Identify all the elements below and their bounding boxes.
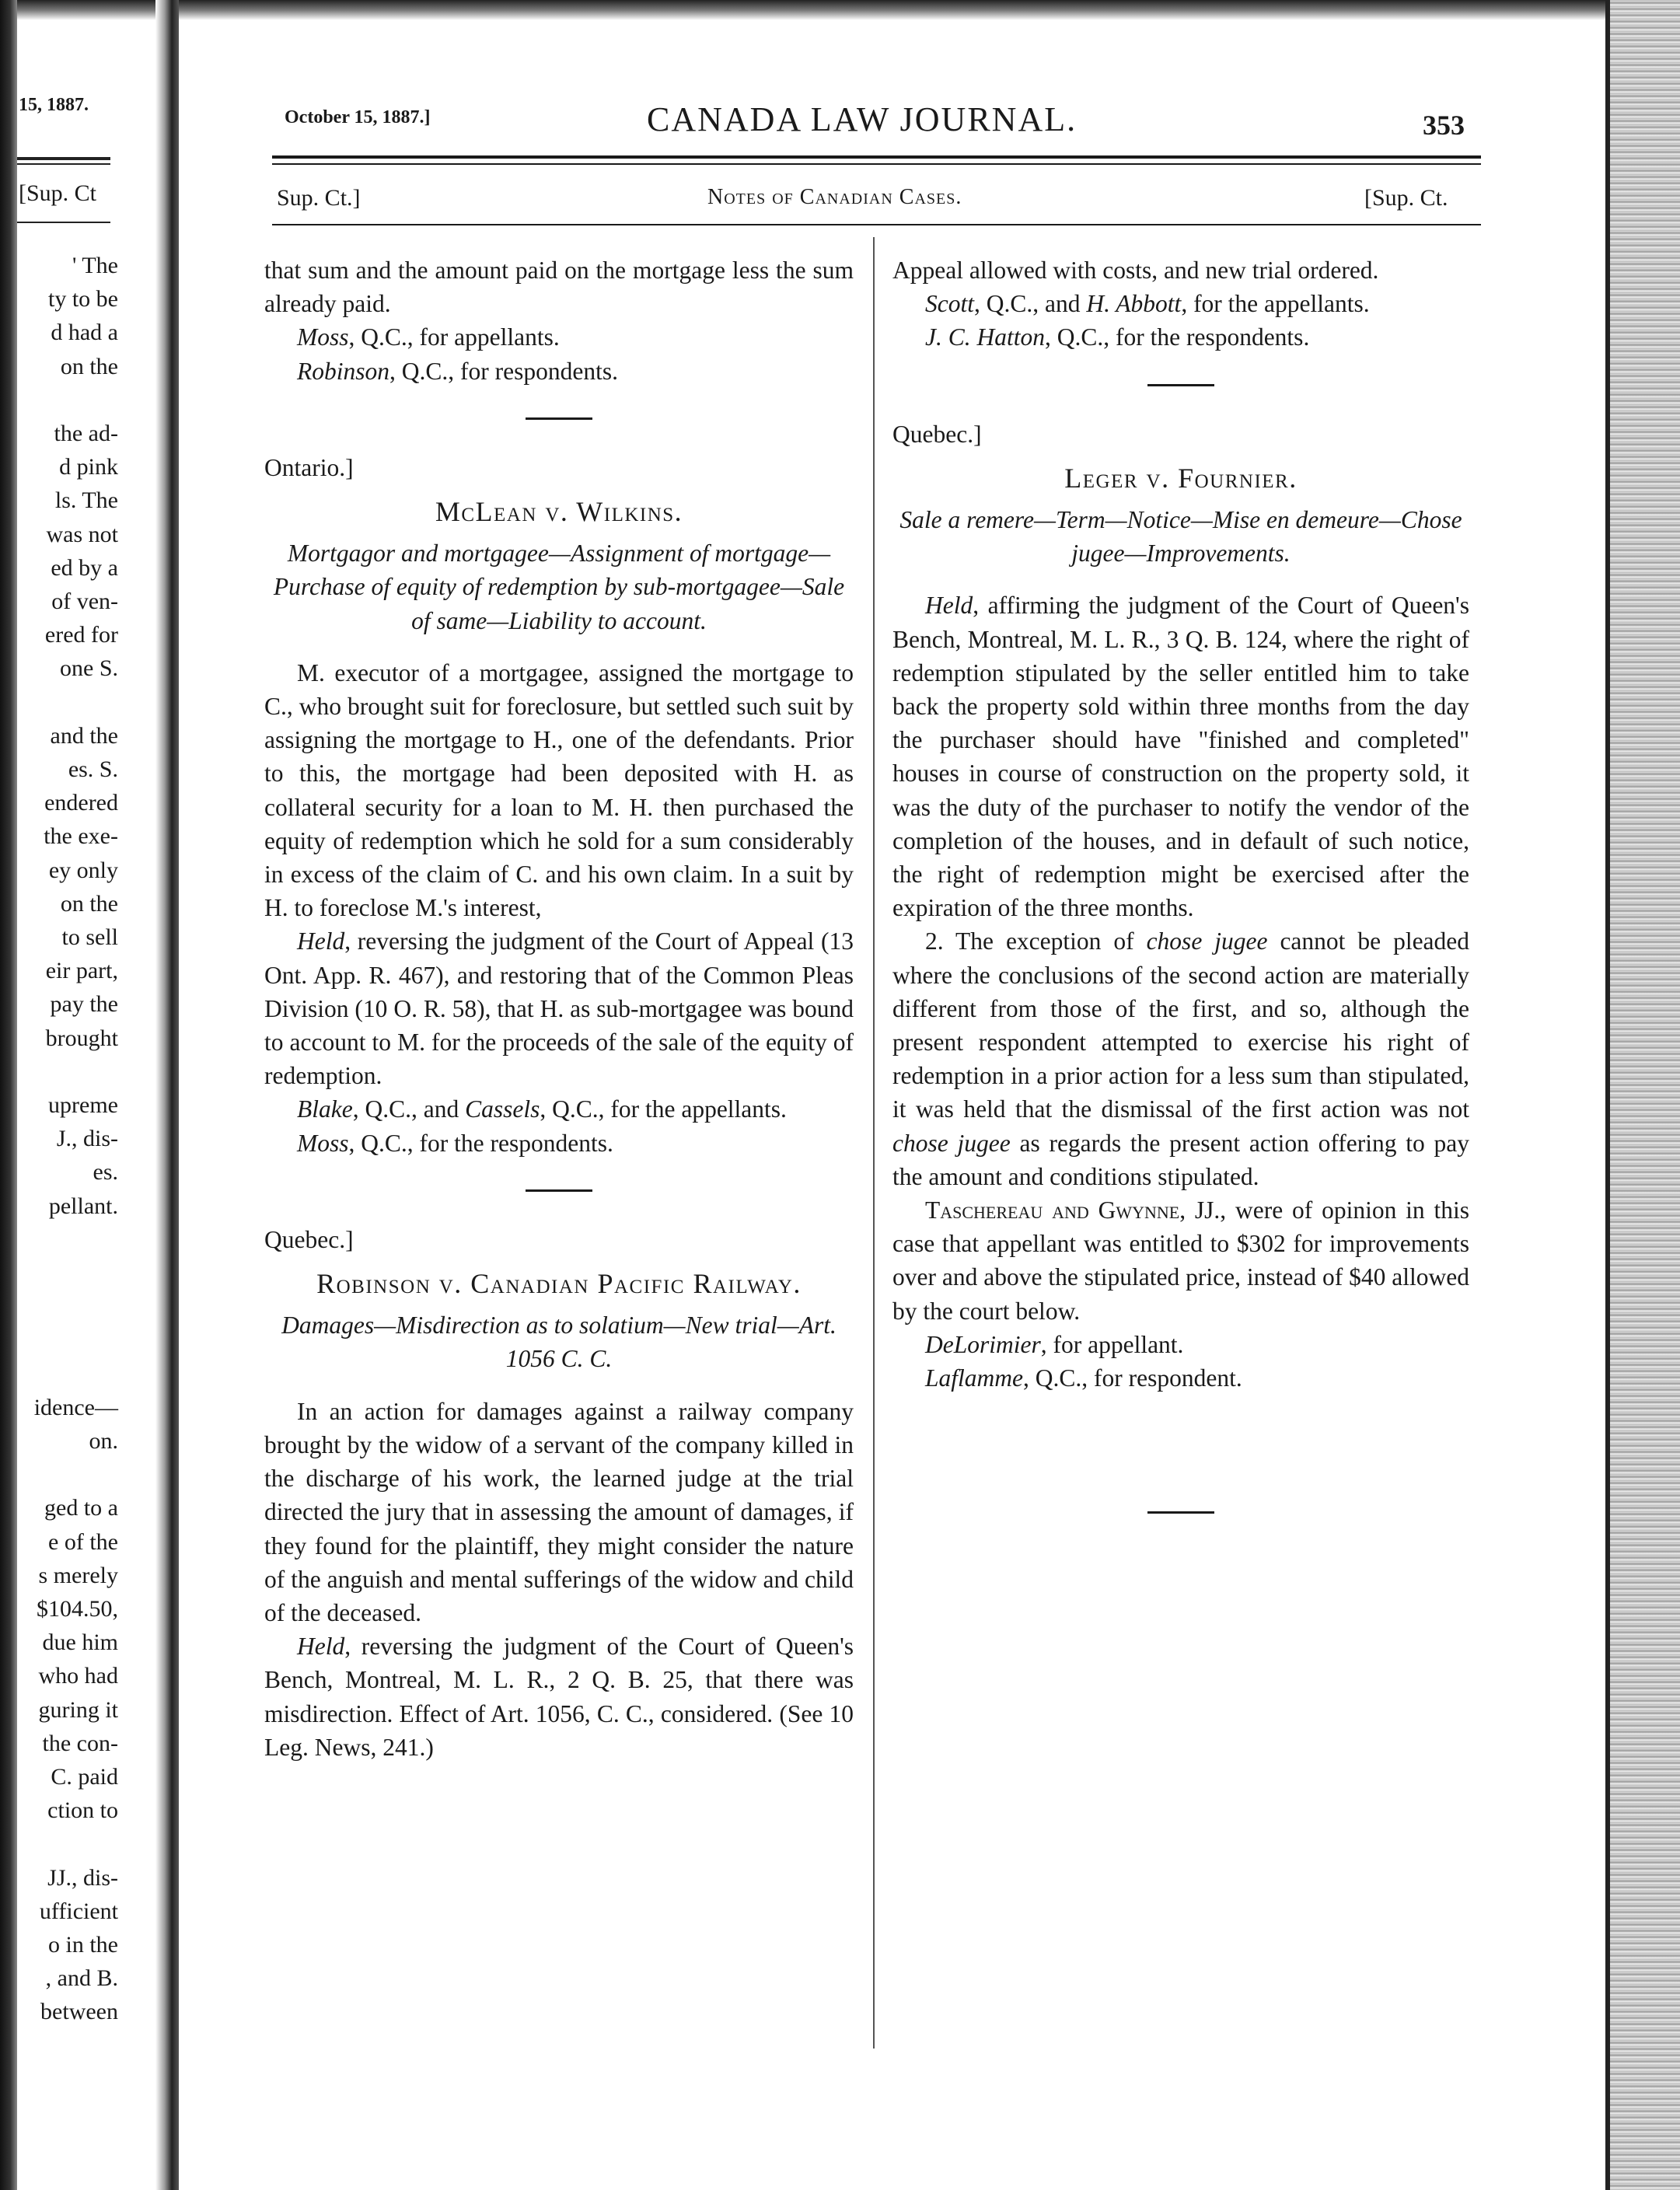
left-page-rule-2: [17, 222, 110, 223]
counsel-line: DeLorimier, for appellant.: [925, 1330, 1184, 1358]
section-right: [Sup. Ct.: [1364, 185, 1448, 211]
left-page-line: JJ., dis-: [47, 1864, 118, 1891]
page-number: 353: [1423, 110, 1465, 141]
left-page-line: ty to be: [48, 286, 118, 313]
counsel-line: Scott, Q.C., and H. Abbott, for the appellants.: [925, 290, 1370, 318]
left-page-subheader: [Sup. Ct: [19, 180, 97, 206]
case-body: In an action for damages against a railway company brought by the widow of a servant of the company killed in the discharge of his work, the learned judge at the trial directed the jury that in assessing the amount of damages, if they found for the plaintiff, they might consider the nature of the anguish and mental sufferings of the widow and child of the deceased.: [264, 1397, 854, 1626]
left-page-line: o in the: [48, 1932, 118, 1958]
left-page-fragment: [17, 0, 157, 2190]
case-headnote: Damages—Misdirection as to solatium—New trial—Art. 1056 C. C.: [281, 1312, 837, 1373]
case-holding: Held, affirming the judgment of the Court of Queen's Bench, Montreal, M. L. R., 3 Q. B. 124, where the right of redemption stipulated by the seller entitled him to take back the property sold within three months from the day the purchaser should have "finished and completed" houses in course of construction on the property sold, it was the duty of the purchaser to notify the vendor of the completion of the houses, and in default of such notice, the right of redemption might be exercised after the expiration of the three months.: [892, 592, 1469, 922]
left-page-line: and the: [50, 722, 118, 749]
left-page-line: ged to a: [44, 1495, 118, 1521]
case-title: McLean v. Wilkins.: [435, 496, 683, 528]
binding-shadow: [0, 0, 17, 2190]
continuation-text: that sum and the amount paid on the mortgage less the sum already paid.: [264, 257, 854, 318]
left-page-line: brought: [45, 1025, 118, 1051]
left-page-line: of ven-: [51, 589, 118, 614]
left-page-header-date: 15, 1887.: [19, 95, 89, 115]
left-page-line: the con-: [42, 1730, 118, 1756]
counsel-line: Moss, Q.C., for the respondents.: [297, 1129, 613, 1157]
header-date: October 15, 1887.]: [285, 107, 431, 127]
left-page-line: pellant.: [48, 1193, 118, 1219]
left-page-line: , and B.: [45, 1965, 118, 1992]
left-page-line: ed by a: [51, 554, 118, 581]
left-page-rule-thin: [17, 163, 110, 165]
left-page-line: C. paid: [51, 1764, 118, 1790]
case-separator: [526, 417, 592, 420]
case-title: Robinson v. Canadian Pacific Railway.: [316, 1268, 802, 1300]
left-page-line: ction to: [47, 1797, 118, 1824]
counsel-line: J. C. Hatton, Q.C., for the respondents.: [925, 323, 1310, 351]
left-page-line: the exe-: [44, 823, 118, 850]
case-holding: Held, reversing the judgment of the Court of Queen's Bench, Montreal, M. L. R., 2 Q. B. 25, that there was misdirection. Effect of Art. 1056, C. C., considered. (See 10 Leg. News, 241.): [264, 1633, 854, 1761]
left-page-line: es. S.: [68, 756, 118, 782]
left-page-line: ufficient: [39, 1898, 118, 1924]
left-page-line: on the: [60, 353, 118, 379]
left-page-line: ered for: [44, 622, 118, 648]
left-page-line: d pink: [59, 454, 118, 480]
case-title: Leger v. Fournier.: [1064, 462, 1298, 494]
counsel-line: Laflamme, Q.C., for respondent.: [925, 1364, 1242, 1392]
right-column: [892, 253, 1469, 1545]
case-headnote: Sale a remere—Term—Notice—Mise en demeure—Chose jugee—Improvements.: [899, 506, 1462, 568]
left-page-line: to sell: [61, 924, 118, 950]
left-page-line: ls. The: [54, 487, 118, 514]
left-page-line: the ad-: [54, 421, 118, 446]
left-page-line: due him: [42, 1629, 118, 1656]
case-opinion: Taschereau and Gwynne, JJ., were of opinion in this case that appellant was entitled to $302 for improvements over and above the stipulated price, instead of $40 allowed by the court below.: [892, 1196, 1469, 1325]
section-title: Notes of Canadian Cases.: [707, 185, 962, 209]
continuation-text: Appeal allowed with costs, and new trial ordered.: [892, 257, 1379, 284]
gutter-shadow: [155, 0, 179, 2190]
case-headnote: Mortgagor and mortgagee—Assignment of mortgage—Purchase of equity of redemption by sub-mortgagee—Sale of same—Liability to account.: [273, 540, 845, 634]
left-page-line: ' The: [72, 253, 118, 278]
left-page-line: endered: [44, 790, 118, 816]
left-page-rule: [17, 157, 110, 160]
left-page-line: guring it: [38, 1696, 118, 1723]
case-separator: [526, 1189, 592, 1192]
case-place: Quebec.]: [264, 1225, 354, 1253]
left-page-line: was not: [46, 521, 118, 547]
left-page-line: pay the: [50, 991, 118, 1018]
case-separator: [1147, 384, 1214, 386]
left-page-line: J., dis-: [56, 1126, 118, 1152]
case-point-2: 2. The exception of chose jugee cannot be pleaded where the conclusions of the second action are materially different from those of the first, and so, although the present respondent attempted to exercise his right of redemption in a prior action for a less sum than stipulated, it was held that the dismissal of the first action was not chose jugee as regards the present action offering to pay the amount and conditions stipulated.: [892, 927, 1470, 1190]
case-body: M. executor of a mortgagee, assigned the mortgage to C., who brought suit for foreclosure, but settled such suit by assigning the mortgage to H., one of the defendants. Prior to this, the mortgage had been deposited with H. as collateral security for a loan to M. H. then purchased the equity of redemption which he sold for a sum considerably in excess of the claim of C. and his own claim. In a suit by H. to foreclose M.'s interest,: [264, 658, 854, 922]
left-column: [264, 253, 854, 1764]
header-rule-thick: [272, 155, 1481, 159]
left-page-line: eir part,: [45, 958, 118, 984]
left-page-line: idence—: [33, 1394, 118, 1420]
left-page-line: $104.50,: [37, 1596, 118, 1622]
journal-title: CANADA LAW JOURNAL.: [647, 100, 1078, 138]
section-left: Sup. Ct.]: [277, 185, 361, 211]
column-divider: [873, 237, 875, 2049]
left-page-line: d had a: [51, 320, 118, 346]
left-page-line: who had: [38, 1663, 118, 1689]
case-place: Quebec.]: [892, 420, 982, 448]
subheader-rule: [272, 224, 1481, 225]
left-page-line: on.: [89, 1428, 118, 1454]
left-page-line: ey only: [48, 857, 118, 883]
left-page-line: e of the: [48, 1528, 118, 1555]
case-holding: Held, reversing the judgment of the Court of Appeal (13 Ont. App. R. 467), and restoring that of the Common Pleas Division (10 O. R. 58), that H. as sub-mortgagee was bound to account to M. for the proceeds of the sale of the equity of redemption.: [264, 927, 854, 1090]
left-page-line: upreme: [48, 1092, 118, 1118]
case-place: Ontario.]: [264, 453, 354, 481]
header-rule-thin: [272, 163, 1481, 165]
left-page-line: on the: [60, 890, 118, 917]
counsel-line: Blake, Q.C., and Cassels, Q.C., for the appellants.: [297, 1095, 787, 1123]
counsel-line: Moss, Q.C., for appellants.: [297, 323, 560, 351]
counsel-line: Robinson, Q.C., for respondents.: [297, 357, 618, 385]
left-page-line: s merely: [38, 1562, 118, 1588]
left-page-line: between: [40, 1999, 118, 2025]
left-page-line: one S.: [60, 655, 118, 682]
right-edge-noise: [1610, 0, 1680, 2190]
left-page-line: es.: [93, 1159, 118, 1186]
top-edge-shadow: [17, 0, 1680, 20]
right-edge-line: [1605, 0, 1610, 2190]
end-separator: [1147, 1511, 1214, 1514]
